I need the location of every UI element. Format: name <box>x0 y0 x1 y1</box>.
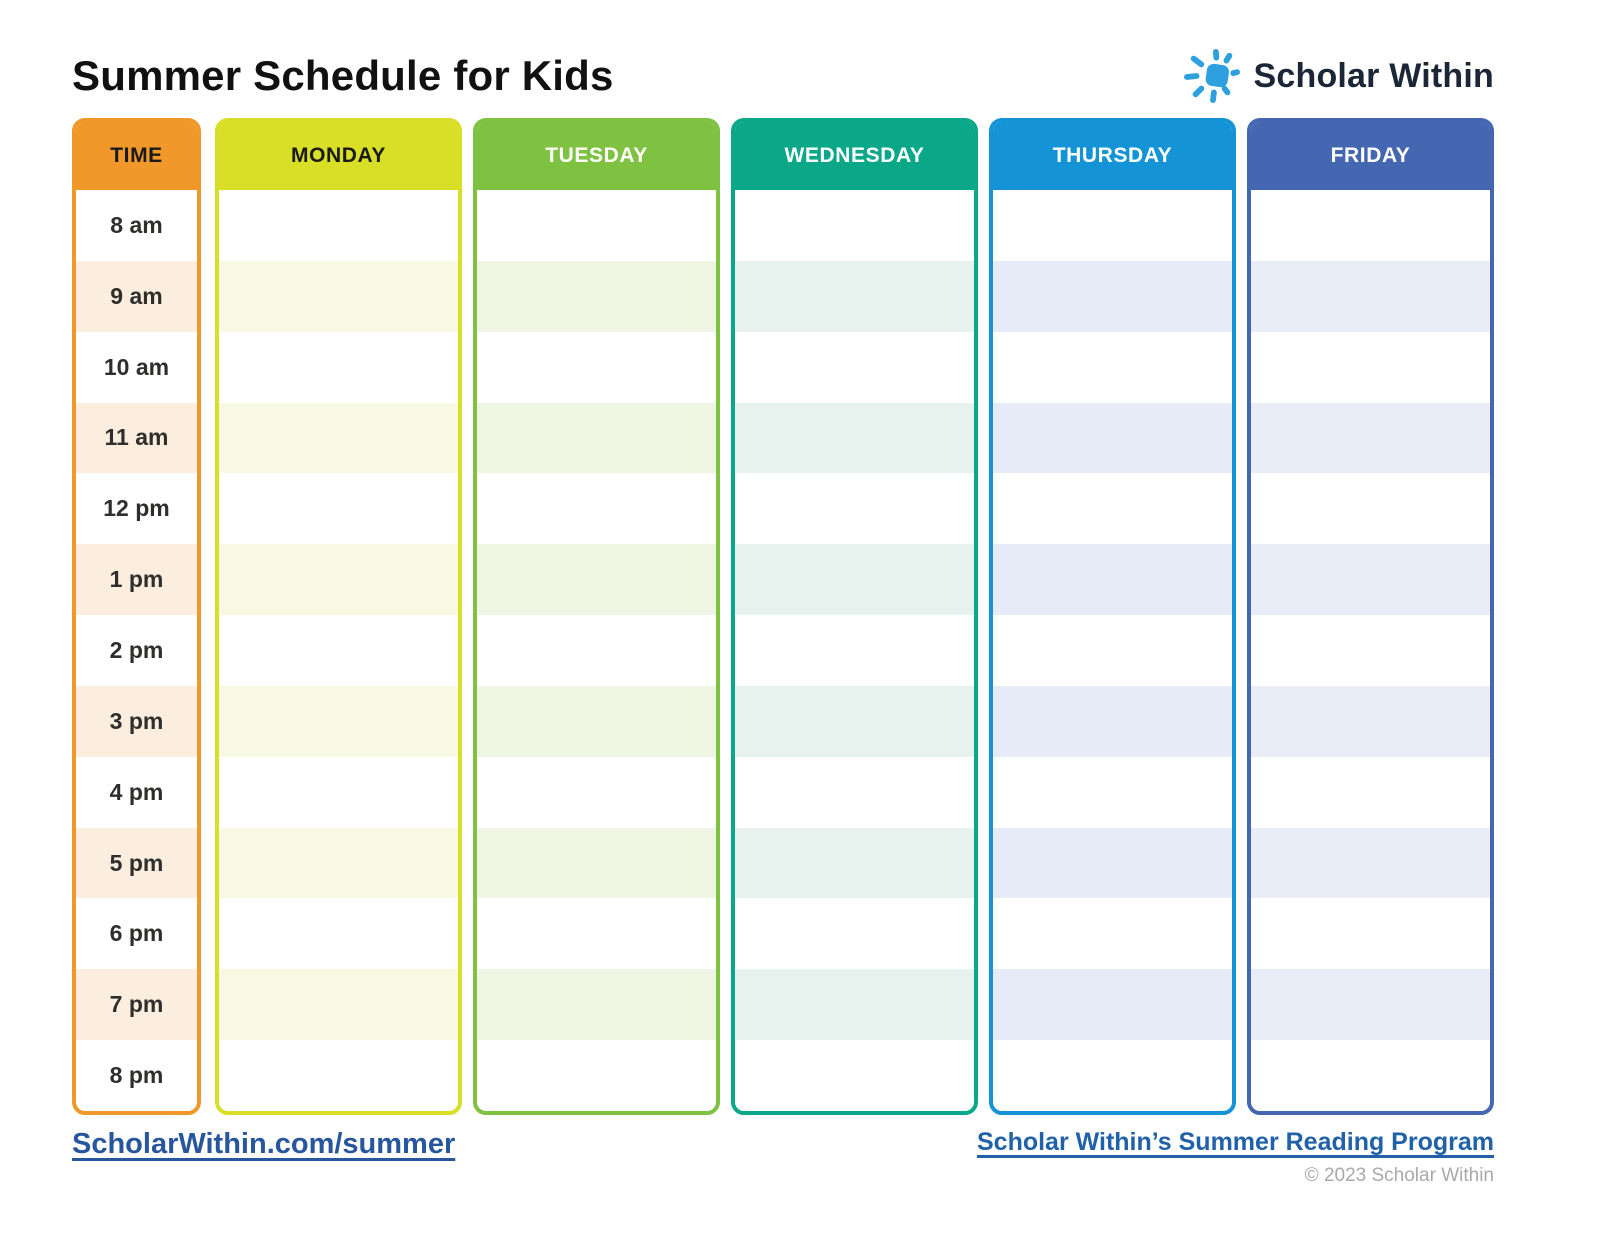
schedule-cell <box>735 332 974 403</box>
summer-url-link[interactable]: ScholarWithin.com/summer <box>72 1128 456 1160</box>
schedule-cell <box>219 544 458 615</box>
schedule-cell <box>219 1040 458 1111</box>
schedule-cell <box>735 615 974 686</box>
schedule-cell <box>1251 828 1490 899</box>
time-column <box>72 118 201 1115</box>
schedule-cell <box>993 332 1232 403</box>
time-label: 6 pm <box>109 920 164 947</box>
schedule-cell <box>1251 473 1490 544</box>
schedule-cell <box>219 615 458 686</box>
schedule-cell <box>1251 544 1490 615</box>
schedule-cell <box>477 261 716 332</box>
schedule-cell <box>735 969 974 1040</box>
day-header-monday: MONDAY <box>219 122 458 190</box>
day-column-monday <box>215 118 462 1115</box>
schedule-cell <box>993 757 1232 828</box>
day-header-tuesday: TUESDAY <box>477 122 716 190</box>
scholar-within-logo <box>1183 48 1494 104</box>
schedule-cell <box>993 544 1232 615</box>
schedule-cell <box>219 686 458 757</box>
schedule-cell <box>993 969 1232 1040</box>
schedule-cell <box>477 403 716 474</box>
time-label: 10 am <box>103 353 170 380</box>
time-column-body <box>76 190 197 1111</box>
schedule-cell <box>993 473 1232 544</box>
time-column-header: TIME <box>76 122 197 190</box>
copyright-text: © 2023 Scholar Within <box>1304 1165 1494 1186</box>
schedule-cell <box>993 828 1232 899</box>
schedule-cell <box>735 1040 974 1111</box>
schedule-cell <box>735 544 974 615</box>
schedule-cell <box>993 261 1232 332</box>
top-bar <box>72 46 1494 106</box>
time-label: 7 pm <box>76 969 197 1040</box>
day-column-tuesday <box>473 118 720 1115</box>
day-column-body <box>219 190 458 1111</box>
time-label: 9 am <box>76 261 197 332</box>
schedule-cell <box>735 261 974 332</box>
footer <box>72 1128 1494 1187</box>
time-label: 8 pm <box>109 1062 164 1089</box>
schedule-cell <box>477 828 716 899</box>
schedule-cell <box>735 757 974 828</box>
schedule-cell <box>993 615 1232 686</box>
schedule-cell <box>993 898 1232 969</box>
schedule-cell <box>477 190 716 261</box>
time-label: 11 am <box>76 403 197 474</box>
schedule-cell <box>477 473 716 544</box>
day-header-friday: FRIDAY <box>1251 122 1490 190</box>
schedule-cell <box>219 969 458 1040</box>
schedule-cell <box>219 473 458 544</box>
day-column-friday <box>1247 118 1494 1115</box>
schedule-cell <box>219 403 458 474</box>
page-title: Summer Schedule for Kids <box>72 52 614 99</box>
reading-program-link[interactable]: Scholar Within’s Summer Reading Program <box>976 1128 1494 1156</box>
time-label: 1 pm <box>76 544 197 615</box>
schedule-cell <box>993 190 1232 261</box>
schedule-cell <box>1251 757 1490 828</box>
time-label: 8 am <box>110 211 163 238</box>
schedule-cell <box>219 898 458 969</box>
schedule-cell <box>1251 1040 1490 1111</box>
schedule-cell <box>477 757 716 828</box>
schedule-cell <box>735 473 974 544</box>
schedule-cell <box>219 757 458 828</box>
schedule-cell <box>735 828 974 899</box>
schedule-cell <box>477 1040 716 1111</box>
day-column-body <box>1251 190 1490 1111</box>
time-label: 3 pm <box>76 686 197 757</box>
schedule-cell <box>477 898 716 969</box>
schedule-cell <box>219 828 458 899</box>
day-column-body <box>735 190 974 1111</box>
schedule-cell <box>1251 190 1490 261</box>
schedule-cell <box>219 332 458 403</box>
day-header-thursday: THURSDAY <box>993 122 1232 190</box>
day-column-wednesday <box>731 118 978 1115</box>
schedule-cell <box>219 261 458 332</box>
schedule-cell <box>477 332 716 403</box>
schedule-cell <box>1251 261 1490 332</box>
schedule-cell <box>477 686 716 757</box>
schedule-cell <box>1251 403 1490 474</box>
footer-right <box>977 1128 1494 1187</box>
schedule-cell <box>993 686 1232 757</box>
schedule-cell <box>477 615 716 686</box>
schedule-cell <box>1251 898 1490 969</box>
time-label: 2 pm <box>109 636 164 663</box>
schedule-cell <box>1251 332 1490 403</box>
day-column-thursday <box>989 118 1236 1115</box>
time-label: 4 pm <box>109 778 164 805</box>
schedule-cell <box>735 686 974 757</box>
schedule-grid <box>72 118 1494 1115</box>
sun-icon <box>1183 48 1241 104</box>
schedule-cell <box>477 544 716 615</box>
schedule-cell <box>993 1040 1232 1111</box>
schedule-cell <box>1251 686 1490 757</box>
day-header-wednesday: WEDNESDAY <box>735 122 974 190</box>
schedule-cell <box>477 969 716 1040</box>
schedule-cell <box>735 403 974 474</box>
day-column-body <box>477 190 716 1111</box>
schedule-cell <box>1251 969 1490 1040</box>
time-label: 12 pm <box>103 495 170 522</box>
day-column-body <box>993 190 1232 1111</box>
schedule-cell <box>1251 615 1490 686</box>
time-label: 5 pm <box>76 828 197 899</box>
schedule-cell <box>735 898 974 969</box>
schedule-cell <box>219 190 458 261</box>
schedule-cell <box>735 190 974 261</box>
schedule-cell <box>993 403 1232 474</box>
logo-text: Scholar Within <box>1253 56 1494 95</box>
